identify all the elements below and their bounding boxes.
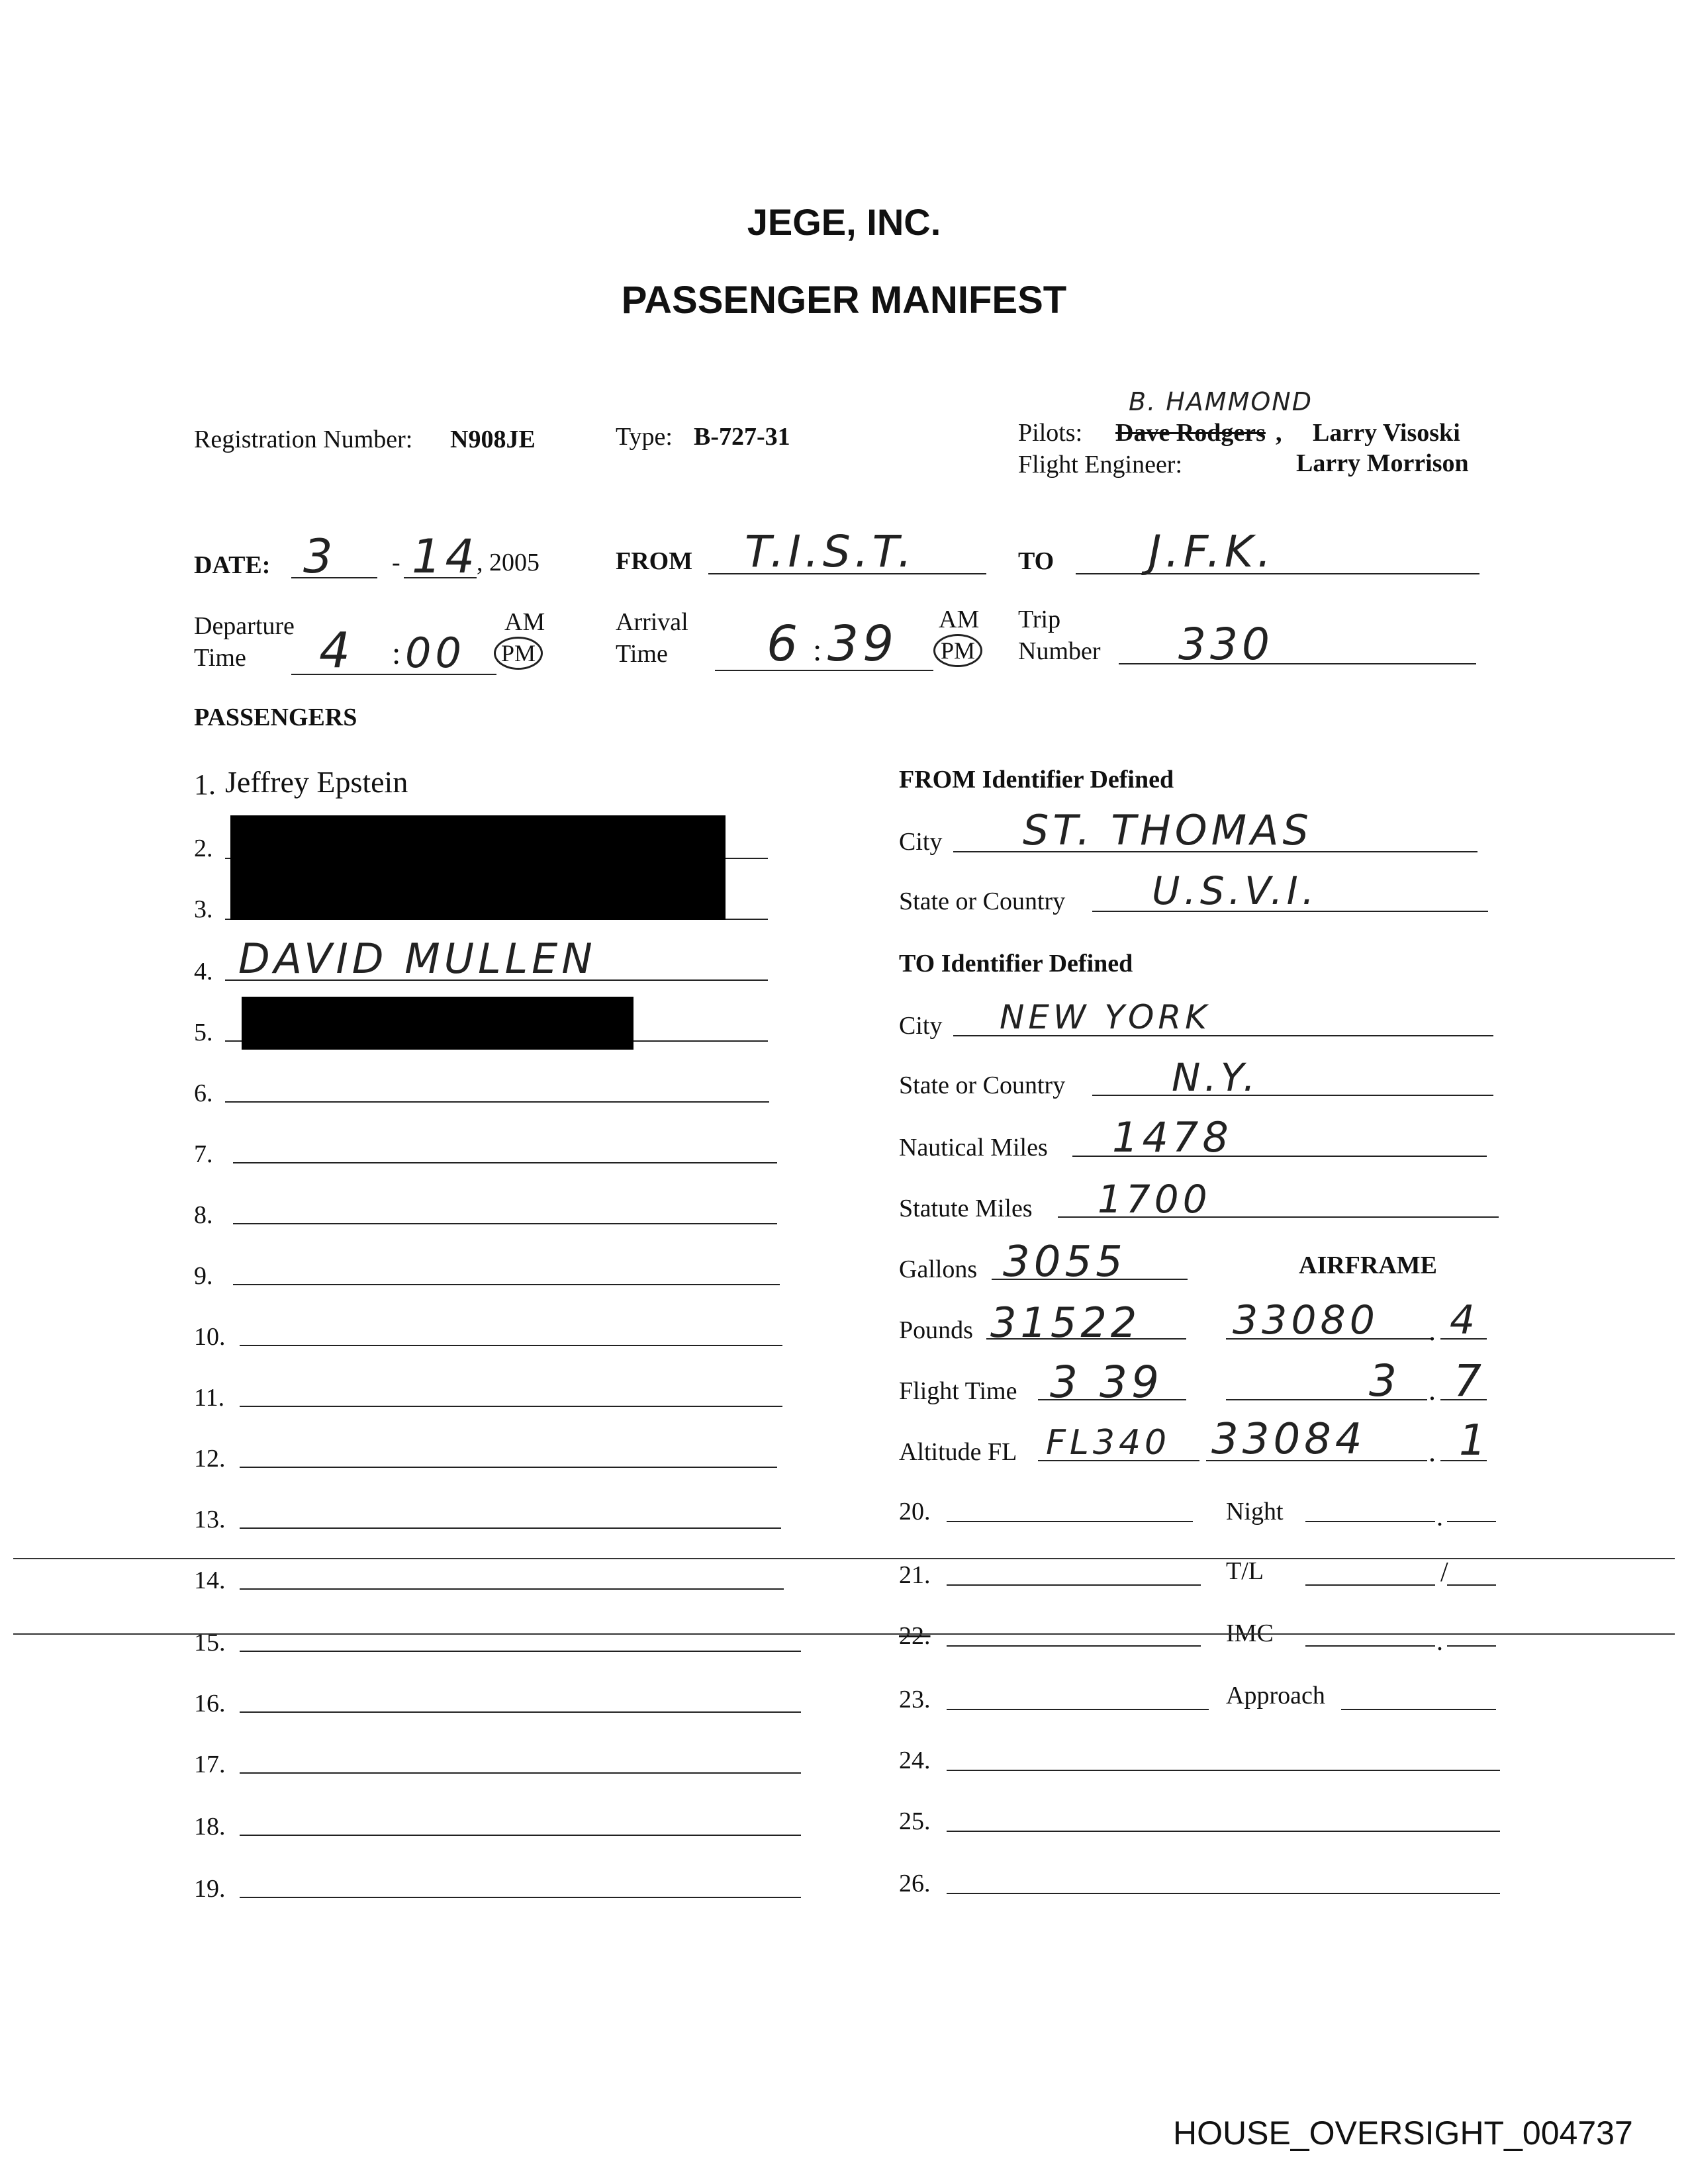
- passenger-number-11: 11.: [194, 1384, 225, 1412]
- flight-time-line: [1038, 1399, 1186, 1400]
- imc-decimal-line: [1447, 1645, 1496, 1647]
- from-city-line: [953, 851, 1477, 852]
- to-value: J.F.K.: [1149, 526, 1276, 577]
- passenger-line-11: [240, 1406, 782, 1407]
- passenger-number-17: 17.: [194, 1751, 226, 1778]
- passenger-number-5: 5.: [194, 1019, 213, 1046]
- from-state-value: U.S.V.I.: [1152, 868, 1319, 913]
- passenger-number-9: 9.: [194, 1262, 213, 1290]
- arrival-minutes: 39: [827, 615, 898, 672]
- redaction-box-passengers-2-3: [230, 815, 726, 920]
- pounds-airframe-value: 33080: [1233, 1297, 1379, 1343]
- altitude-airframe-line: [1206, 1460, 1427, 1461]
- passenger-line-18: [240, 1835, 801, 1836]
- from-identifier-heading: FROM Identifier Defined: [899, 766, 1174, 794]
- nautical-miles-label: Nautical Miles: [899, 1134, 1048, 1161]
- row-line-22: [947, 1645, 1201, 1647]
- pilot-struck-name: Dave Rodgers: [1115, 419, 1266, 447]
- to-city-value: NEW YORK: [1000, 998, 1211, 1036]
- tl-label: T/L: [1226, 1557, 1264, 1585]
- passenger-number-3: 3.: [194, 895, 213, 923]
- passenger-line-10: [240, 1345, 782, 1346]
- night-label: Night: [1226, 1498, 1284, 1525]
- arrival-hour: 6: [767, 615, 802, 672]
- altitude-value: FL340: [1046, 1423, 1171, 1463]
- departure-label-1: Departure: [194, 612, 295, 640]
- from-state-line: [1092, 911, 1488, 912]
- approach-line: [1341, 1709, 1496, 1710]
- registration-label: Registration Number:: [194, 426, 413, 453]
- departure-hour: 4: [319, 622, 355, 679]
- row-number-20: 20.: [899, 1498, 931, 1525]
- altitude-airframe-dot: .: [1429, 1435, 1436, 1468]
- passenger-line-16: [240, 1711, 801, 1713]
- to-state-label: State or Country: [899, 1071, 1066, 1099]
- flight-time-airframe-decimal-line: [1440, 1399, 1487, 1400]
- nautical-miles-value: 1478: [1112, 1113, 1233, 1161]
- arrival-time-separator: :: [813, 633, 822, 668]
- tl-slash: /: [1440, 1557, 1448, 1588]
- passenger-line-15: [240, 1651, 801, 1652]
- row-number-22: 22.: [899, 1622, 931, 1650]
- passenger-number-8: 8.: [194, 1201, 213, 1229]
- passenger-number-2: 2.: [194, 835, 213, 862]
- arrival-am: AM: [939, 606, 980, 633]
- passenger-number-18: 18.: [194, 1813, 226, 1841]
- pilot-separator: ,: [1276, 419, 1282, 447]
- date-month: 3: [303, 529, 337, 584]
- trip-label-1: Trip: [1018, 606, 1061, 633]
- imc-line: [1305, 1645, 1435, 1647]
- statute-miles-line: [1058, 1216, 1499, 1218]
- row-line-26: [947, 1893, 1500, 1894]
- statute-miles-label: Statute Miles: [899, 1195, 1033, 1222]
- row-line-24: [947, 1770, 1500, 1771]
- pounds-line: [986, 1338, 1186, 1340]
- passenger-number-19: 19.: [194, 1875, 226, 1903]
- pounds-value: 31522: [990, 1298, 1141, 1347]
- to-state-line: [1092, 1095, 1493, 1096]
- passenger-number-10: 10.: [194, 1323, 226, 1351]
- night-line: [1305, 1521, 1435, 1522]
- type-label: Type:: [616, 423, 673, 451]
- passenger-number-16: 16.: [194, 1690, 226, 1717]
- passenger-line-12: [240, 1467, 777, 1468]
- row-line-20: [947, 1521, 1193, 1522]
- pilot-handwritten-correction: B. HAMMOND: [1129, 387, 1313, 416]
- departure-line: [291, 674, 496, 675]
- from-label: FROM: [616, 547, 693, 575]
- gallons-line: [992, 1279, 1188, 1280]
- to-label: TO: [1018, 547, 1055, 575]
- pilot-second-name: Larry Visoski: [1313, 419, 1460, 447]
- trip-label-2: Number: [1018, 637, 1101, 665]
- passenger-number-13: 13.: [194, 1506, 226, 1533]
- departure-time-separator: :: [392, 636, 401, 671]
- pounds-airframe-decimal: 4: [1450, 1297, 1479, 1343]
- trip-number-value: 330: [1178, 619, 1274, 670]
- to-state-value: N.Y.: [1172, 1055, 1260, 1100]
- flight-time-airframe-dot: .: [1429, 1374, 1436, 1406]
- arrival-pm-circled: PM: [933, 634, 982, 667]
- flight-time-airframe-value: 3: [1369, 1355, 1401, 1406]
- passenger-name-4: DAVID MULLEN: [238, 934, 596, 983]
- passenger-line-4: [225, 979, 768, 981]
- tl-second-line: [1447, 1584, 1496, 1586]
- gallons-value: 3055: [1003, 1238, 1127, 1287]
- altitude-airframe-decimal-line: [1440, 1460, 1487, 1461]
- passenger-number-14: 14.: [194, 1567, 226, 1594]
- to-line: [1076, 573, 1479, 574]
- document-title: PASSENGER MANIFEST: [621, 279, 1067, 322]
- from-state-label: State or Country: [899, 887, 1066, 915]
- altitude-airframe-decimal: 1: [1459, 1416, 1490, 1465]
- passenger-number-1: 1.: [194, 768, 216, 801]
- pilots-label: Pilots:: [1018, 419, 1083, 447]
- passenger-line-13: [240, 1527, 781, 1529]
- passenger-line-7: [233, 1162, 777, 1163]
- departure-pm-circled: PM: [494, 637, 543, 670]
- scan-rule-upper: [13, 1558, 1675, 1559]
- passenger-name-1: Jeffrey Epstein: [225, 765, 408, 799]
- row-line-21: [947, 1584, 1201, 1586]
- type-value: B-727-31: [694, 423, 790, 451]
- passenger-line-6: [225, 1101, 769, 1103]
- night-decimal-line: [1447, 1521, 1496, 1522]
- flight-engineer-label: Flight Engineer:: [1018, 451, 1183, 478]
- flight-time-airframe-decimal: 7: [1454, 1355, 1485, 1406]
- arrival-pm: [933, 634, 982, 667]
- statute-miles-value: 1700: [1098, 1177, 1211, 1222]
- passenger-line-8: [233, 1223, 777, 1224]
- passenger-line-17: [240, 1772, 801, 1774]
- approach-label: Approach: [1226, 1682, 1325, 1709]
- flight-time-airframe-line: [1226, 1399, 1427, 1400]
- date-month-line: [291, 577, 377, 578]
- registration-value: N908JE: [450, 426, 536, 453]
- passenger-number-12: 12.: [194, 1445, 226, 1473]
- passengers-heading: PASSENGERS: [194, 704, 357, 731]
- departure-minutes: 00: [405, 629, 465, 677]
- from-value: T.I.S.T.: [745, 526, 916, 577]
- row-number-23: 23.: [899, 1686, 931, 1713]
- flight-time-label: Flight Time: [899, 1377, 1017, 1405]
- bates-number: HOUSE_OVERSIGHT_004737: [1173, 2115, 1633, 2152]
- company-name: JEGE, INC.: [747, 201, 941, 243]
- date-day: 14: [412, 529, 479, 584]
- passenger-number-6: 6.: [194, 1079, 213, 1107]
- passenger-line-9: [233, 1284, 780, 1285]
- departure-label-2: Time: [194, 644, 246, 672]
- from-line: [708, 573, 986, 574]
- nautical-miles-line: [1072, 1156, 1487, 1157]
- imc-label: IMC: [1226, 1619, 1274, 1647]
- row-number-26: 26.: [899, 1870, 931, 1897]
- redaction-box-passenger-5: [242, 997, 633, 1050]
- arrival-line: [715, 670, 933, 671]
- tl-line: [1305, 1584, 1435, 1586]
- to-city-line: [953, 1035, 1493, 1036]
- altitude-line: [1038, 1460, 1199, 1461]
- scan-rule-lower: [13, 1633, 1675, 1635]
- row-number-24: 24.: [899, 1747, 931, 1774]
- imc-dot: .: [1436, 1626, 1443, 1656]
- airframe-heading: AIRFRAME: [1299, 1251, 1437, 1279]
- date-separator: -: [392, 549, 400, 576]
- date-year: , 2005: [477, 549, 539, 576]
- to-city-label: City: [899, 1012, 943, 1040]
- row-line-23: [947, 1709, 1209, 1710]
- departure-pm: [494, 637, 543, 670]
- date-day-line: [404, 577, 477, 578]
- from-city-label: City: [899, 828, 943, 856]
- flight-engineer-value: Larry Morrison: [1296, 449, 1469, 477]
- passenger-number-15: 15.: [194, 1629, 226, 1657]
- row-number-25: 25.: [899, 1807, 931, 1835]
- gallons-label: Gallons: [899, 1255, 978, 1283]
- row-number-21: 21.: [899, 1561, 931, 1589]
- pounds-label: Pounds: [899, 1316, 973, 1344]
- altitude-airframe-value: 33084: [1211, 1415, 1366, 1464]
- trip-line: [1119, 663, 1476, 664]
- passenger-number-7: 7.: [194, 1140, 213, 1168]
- pounds-airframe-line: [1226, 1338, 1431, 1340]
- passenger-line-14: [240, 1588, 784, 1590]
- pounds-airframe-dot: .: [1429, 1314, 1436, 1347]
- altitude-label: Altitude FL: [899, 1438, 1017, 1466]
- flight-time-value: 3 39: [1050, 1357, 1163, 1408]
- to-identifier-heading: TO Identifier Defined: [899, 950, 1133, 978]
- arrival-label-2: Time: [616, 640, 668, 668]
- passenger-line-19: [240, 1897, 801, 1898]
- arrival-label-1: Arrival: [616, 608, 688, 636]
- row-line-25: [947, 1831, 1500, 1832]
- passenger-number-4: 4.: [194, 958, 213, 985]
- night-dot: .: [1436, 1502, 1443, 1531]
- pounds-airframe-decimal-line: [1440, 1338, 1487, 1340]
- date-label: DATE:: [194, 551, 271, 579]
- from-city-value: ST. THOMAS: [1023, 806, 1313, 854]
- departure-am: AM: [504, 608, 545, 636]
